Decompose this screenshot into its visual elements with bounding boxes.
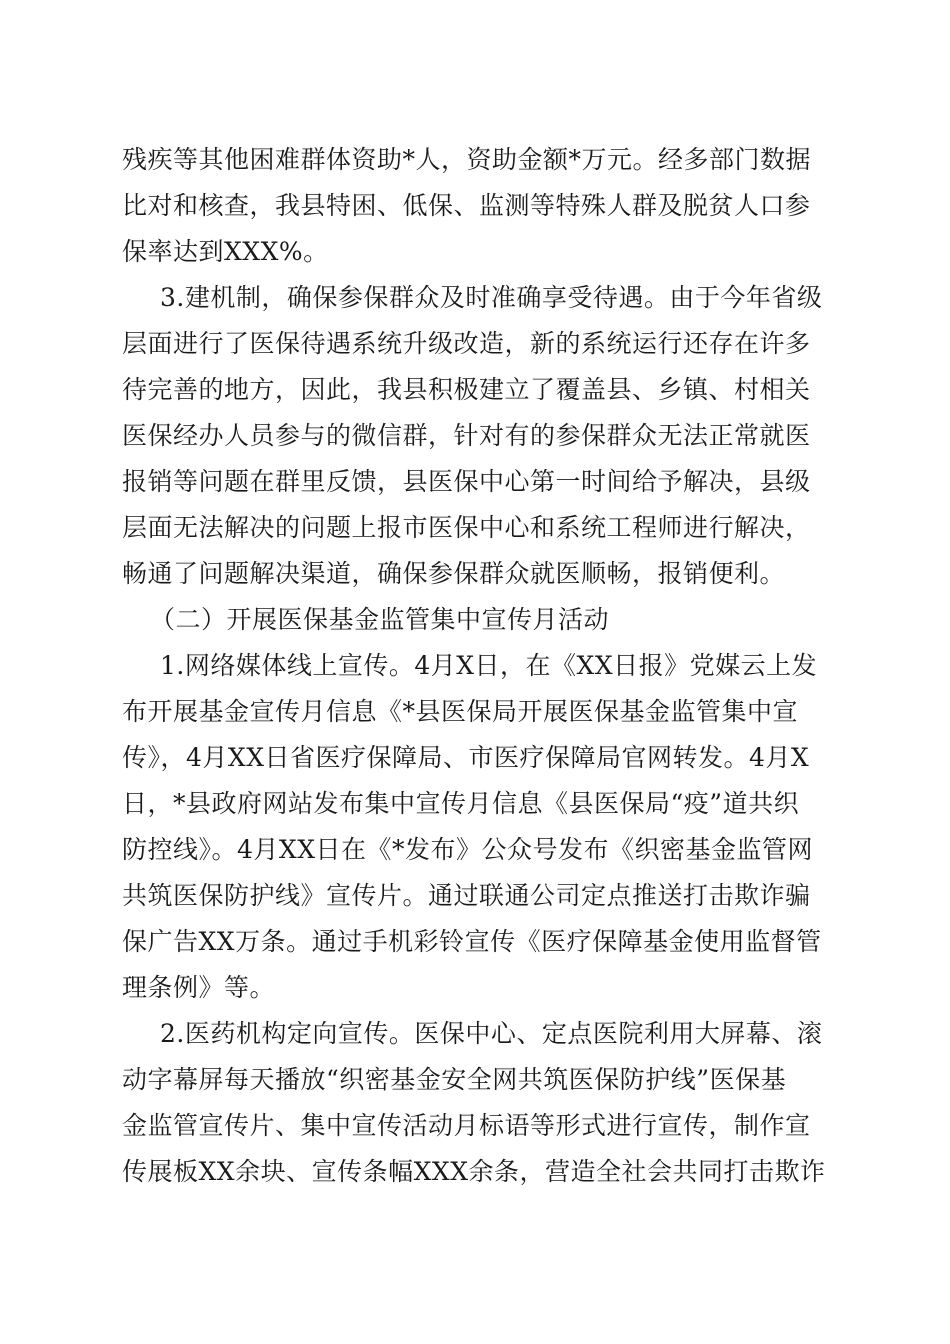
paragraph-line: 残疾等其他困难群体资助*人，资助金额*万元。经多部门数据 (122, 145, 812, 174)
paragraph-line: 保广告XX万条。通过手机彩铃宣传《医疗保障基金使用监督管 (122, 927, 822, 956)
paragraph-line: 动字幕屏每天播放“织密基金安全网共筑医保防护线”医保基 (122, 1065, 787, 1094)
paragraph-line: 防控线》。4月XX日在《*发布》公众号发布《织密基金监管网 (122, 835, 814, 864)
paragraph-line: 传展板XX余块、宣传条幅XXX余条，营造全社会共同打击欺诈 (122, 1157, 826, 1186)
paragraph-line: 理条例》等。 (122, 973, 276, 1002)
paragraph-line: 比对和核查，我县特困、低保、监测等特殊人群及脱贫人口参 (122, 191, 811, 220)
paragraph-line: 医保经办人员参与的微信群，针对有的参保群众无法正常就医 (122, 421, 811, 450)
section-heading: （二）开展医保基金监管集中宣传月活动 (150, 605, 610, 634)
paragraph-line: 待完善的地方，因此，我县积极建立了覆盖县、乡镇、村相关 (122, 375, 811, 404)
paragraph-line: 3.建机制，确保参保群众及时准确享受待遇。由于今年省级 (160, 283, 823, 312)
paragraph-line: 2.医药机构定向宣传。医保中心、定点医院利用大屏幕、滚 (160, 1019, 823, 1048)
paragraph-line: 层面无法解决的问题上报市医保中心和系统工程师进行解决， (122, 513, 811, 542)
paragraph-line: 日，*县政府网站发布集中宣传月信息《县医保局“疫”道共织 (122, 789, 800, 818)
paragraph-line: 布开展基金宣传月信息《*县医保局开展医保基金监管集中宣 (122, 697, 799, 726)
paragraph-line: 畅通了问题解决渠道，确保参保群众就医顺畅，报销便利。 (122, 559, 786, 588)
paragraph-line: 报销等问题在群里反馈，县医保中心第一时间给予解决，县级 (122, 467, 811, 496)
paragraph-line: 金监管宣传片、集中宣传活动月标语等形式进行宣传，制作宣 (122, 1111, 811, 1140)
paragraph-line: 传》，4月XX日省医疗保障局、市医疗保障局官网转发。4月X (122, 743, 810, 772)
paragraph-line: 层面进行了医保待遇系统升级改造，新的系统运行还存在许多 (122, 329, 811, 358)
paragraph-line: 共筑医保防护线》宣传片。通过联通公司定点推送打击欺诈骗 (122, 881, 811, 910)
paragraph-line: 1.网络媒体线上宣传。4月X日，在《XX日报》党媒云上发 (160, 651, 818, 680)
paragraph-line: 保率达到XXX%。 (122, 237, 329, 266)
